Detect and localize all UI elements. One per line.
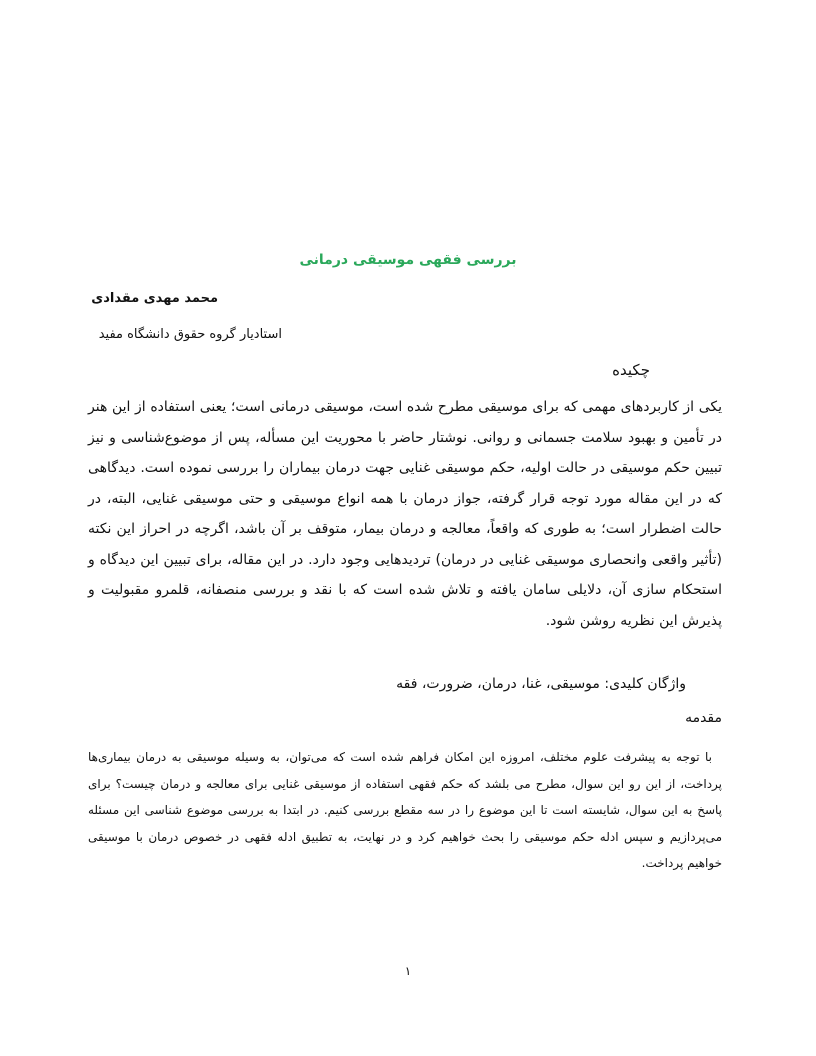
- author-name: محمد مهدی مقدادی: [91, 291, 218, 306]
- page-number: ۱: [404, 964, 412, 978]
- author-affiliation: استادیار گروه حقوق دانشگاه مفید: [98, 327, 282, 342]
- abstract-paragraph: یکی از کاربردهای مهمی که برای موسیقی مطرح شده است، موسیقی درمانی است؛ یعنی استفاده از این هنر در تأمین و بهبود سلامت جسمانی و روانی. نوشتار حاضر با محوریت این مسأله، پس از موضوع‌شناسی و نیز تبیین حکم موسیقی در حالت اولیه، حکم موسیقی غنایی جهت درمان بیماران را بررسی نموده است. دیدگاهی که در این مقاله مورد توجه قرار گرفته، جواز درمان با همه انواع موسیقی و حتی موسیقی غنایی، البته، در حالت اضطرار است؛ به طوری که واقعاً، معالجه و درمان بیمار، متوقف بر آن باشد، اگرچه در احراز این نکته (تأثیر واقعی وانحصاری موسیقی غنایی در درمان) تردیدهایی وجود دارد. در این مقاله، برای تبیین این دیدگاه و استحکام سازی آن، دلایلی سامان یافته و تلاش شده است که با نقد و بررسی منصفانه، قلمرو مقبولیت و پذیرش این نظریه روشن شود.: [88, 399, 722, 629]
- abstract-heading: چکیده: [612, 361, 650, 379]
- introduction-heading: مقدمه: [685, 710, 722, 726]
- introduction-paragraph: با توجه به پیشرفت علوم مختلف، امروزه این امکان فراهم شده است که می‌توان، به وسیله موسیقی به درمان بیماری‌ها پرداخت، از این رو این سوال، مطرح می بلشد که حکم فقهی استفاده از موسیقی غنایی برای معالجه و درمان چیست؟ برای پاسخ به این سوال، شایسته است تا این موضوع را در سه مقطع بررسی کنیم. در ابتدا به بررسی موضوع شناسی این مسئله می‌پردازیم و سپس ادله حکم موسیقی را بحث خواهیم کرد و در نهایت، به تطبیق ادله فقهی در خصوص درمان با موسیقی خواهیم پرداخت.: [88, 750, 722, 870]
- keywords-line: واژگان کلیدی: موسیقی، غنا، درمان، ضرورت، فقه: [396, 676, 686, 692]
- page-title: بررسی فقهی موسیقی درمانی: [299, 252, 517, 268]
